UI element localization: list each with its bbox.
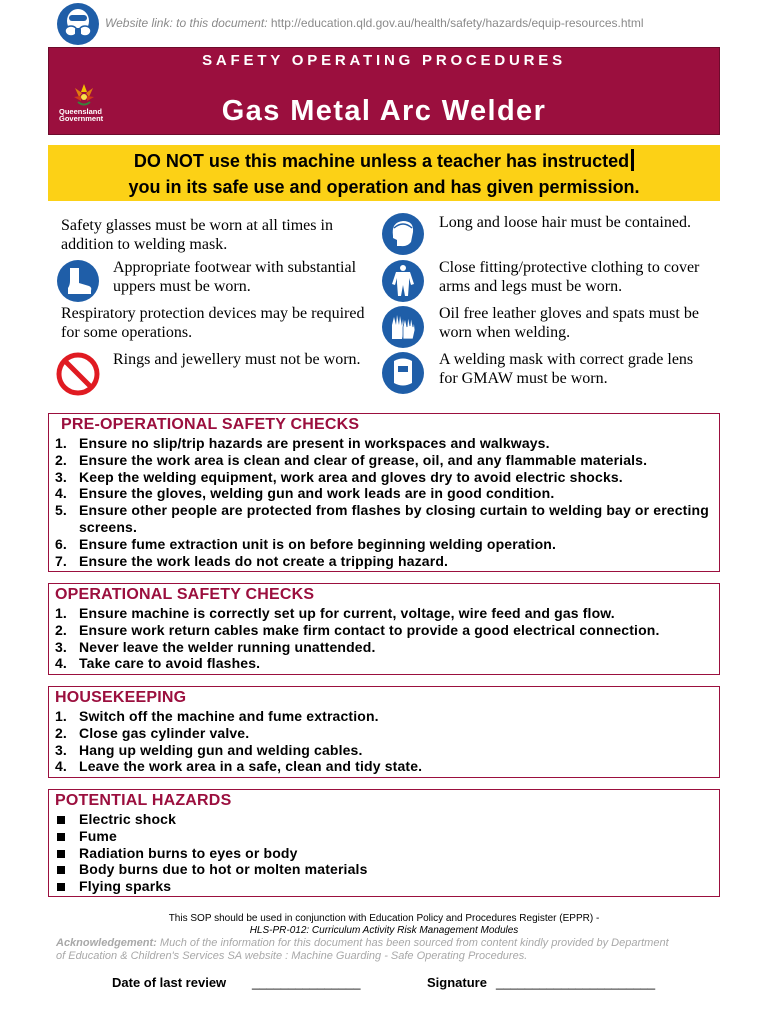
list-item: 3. Keep the welding equipment, work area and gloves dry to avoid electric shocks. [55, 468, 623, 485]
operational-title: OPERATIONAL SAFETY CHECKS [55, 586, 315, 603]
list-item: 2. Ensure the work area is clean and clear of grease, oil, and any flammable materials. [55, 451, 648, 468]
housekeeping-list [49, 708, 719, 775]
ppe-safety-glasses-text: Safety glasses must be worn at all times in addition to welding mask. [61, 217, 333, 253]
logo-text-line1: Queensland [59, 107, 102, 116]
bullet-icon [57, 883, 65, 891]
list-item: 4. Leave the work area in a safe, clean and tidy state. [55, 758, 423, 775]
list-item: 1. Switch off the machine and fume extraction. [55, 708, 379, 724]
ppe-respiratory-text: Respiratory protection devices may be required for some operations. [61, 305, 365, 341]
overalls-icon [381, 259, 425, 303]
gloves-icon [381, 305, 425, 349]
list-item: 3. Never leave the welder running unattended. [55, 638, 376, 655]
hazards-section [48, 789, 720, 897]
acknowledgement-text: Much of the information for this document has been sourced from content kindly provided by Department of Education & Children's Services SA website : Machine Guarding - Safe Operating Procedures. [56, 937, 669, 962]
bullet-icon [57, 833, 65, 841]
list-item: 1. Ensure no slip/trip hazards are present in workspaces and walkways. [55, 435, 550, 451]
text-cursor [631, 149, 634, 171]
list-item: 4. Take care to avoid flashes. [55, 655, 261, 672]
ppe-footwear-text: Appropriate footwear with substantial uppers must be worn. [113, 259, 357, 295]
prohibition-icon [55, 351, 101, 397]
website-link[interactable] [105, 16, 644, 30]
list-item: 5. Ensure other people are protected from flashes by closing curtain to welding bay or erecting screens. [55, 502, 709, 535]
list-item: Flying sparks [49, 878, 719, 895]
logo-text-line2: Government [59, 114, 104, 123]
ppe-clothing-text: Close fitting/protective clothing to cover arms and legs must be worn. [439, 259, 700, 295]
review-date-label: Date of last review [112, 975, 227, 990]
bullet-icon [57, 816, 65, 824]
list-item: 2. Ensure work return cables make firm contact to provide a good electrical connection. [55, 621, 660, 638]
safety-boot-icon [56, 259, 100, 303]
ppe-hair-text: Long and loose hair must be contained. [439, 214, 691, 231]
list-item: 4. Ensure the gloves, welding gun and work leads are in good condition. [55, 485, 555, 502]
footer-module-line: HLS-PR-012: Curriculum Activity Risk Management Modules [249, 925, 519, 936]
warning-line-1-text: use this machine unless a teacher has instructed [203, 151, 630, 171]
list-item: 3. Hang up welding gun and welding cables. [55, 741, 363, 758]
warning-line-1 [48, 148, 720, 174]
hazards-list [49, 811, 719, 895]
respirator-mask-icon [55, 2, 101, 46]
ppe-mask-text: A welding mask with correct grade lens for GMAW must be worn. [439, 351, 694, 387]
hazards-title: POTENTIAL HAZARDS [55, 792, 232, 809]
list-item: 2. Close gas cylinder valve. [55, 724, 250, 741]
bullet-icon [57, 866, 65, 874]
pre-operational-section [48, 413, 720, 572]
signature-field[interactable]: ______________________ [496, 975, 656, 990]
operational-list [49, 605, 719, 672]
bullet-icon [57, 850, 65, 858]
footer-eppr-line: This SOP should be used in conjunction with Education Policy and Procedures Register (EPPR) - [168, 913, 600, 924]
pre-operational-list [49, 435, 719, 569]
pre-operational-title: PRE-OPERATIONAL SAFETY CHECKS [61, 416, 360, 433]
list-item: 6. Ensure fume extraction unit is on before beginning welding operation. [55, 535, 557, 552]
review-date-field[interactable]: _______________ [252, 975, 361, 990]
warning-emphasis: DO NOT [133, 151, 204, 171]
list-item: Electric shock [49, 811, 719, 828]
header-subtitle: SAFETY OPERATING PROCEDURES [202, 52, 566, 69]
ppe-gloves-text: Oil free leather gloves and spats must be worn when welding. [439, 305, 699, 341]
list-item: 7. Ensure the work leads do not create a tripping hazard. [55, 552, 449, 569]
acknowledgement [56, 937, 676, 963]
hair-net-icon [381, 212, 425, 256]
housekeeping-title: HOUSEKEEPING [55, 689, 187, 706]
list-item: Fume [49, 828, 719, 845]
acknowledgement-label: Acknowledgement: [56, 937, 157, 949]
top-bar [55, 2, 715, 46]
housekeeping-section [48, 686, 720, 778]
warning-line-2: you in its safe use and operation and has given permission. [128, 177, 640, 197]
header-banner [48, 47, 720, 135]
warning-banner [48, 145, 720, 201]
welding-mask-icon [381, 351, 425, 395]
ppe-jewellery-text: Rings and jewellery must not be worn. [113, 351, 361, 368]
website-link-label: Website link: to this document: [105, 16, 268, 30]
list-item: 1. Ensure machine is correctly set up for current, voltage, wire feed and gas flow. [55, 605, 615, 621]
list-item: Body burns due to hot or molten materials [49, 861, 719, 878]
list-item: Radiation burns to eyes or body [49, 845, 719, 862]
operational-section [48, 583, 720, 675]
page-title: Gas Metal Arc Welder [221, 95, 547, 127]
website-url[interactable]: http://education.qld.gov.au/health/safety/hazards/equip-resources.html [270, 16, 644, 30]
signature-label: Signature [427, 975, 487, 990]
